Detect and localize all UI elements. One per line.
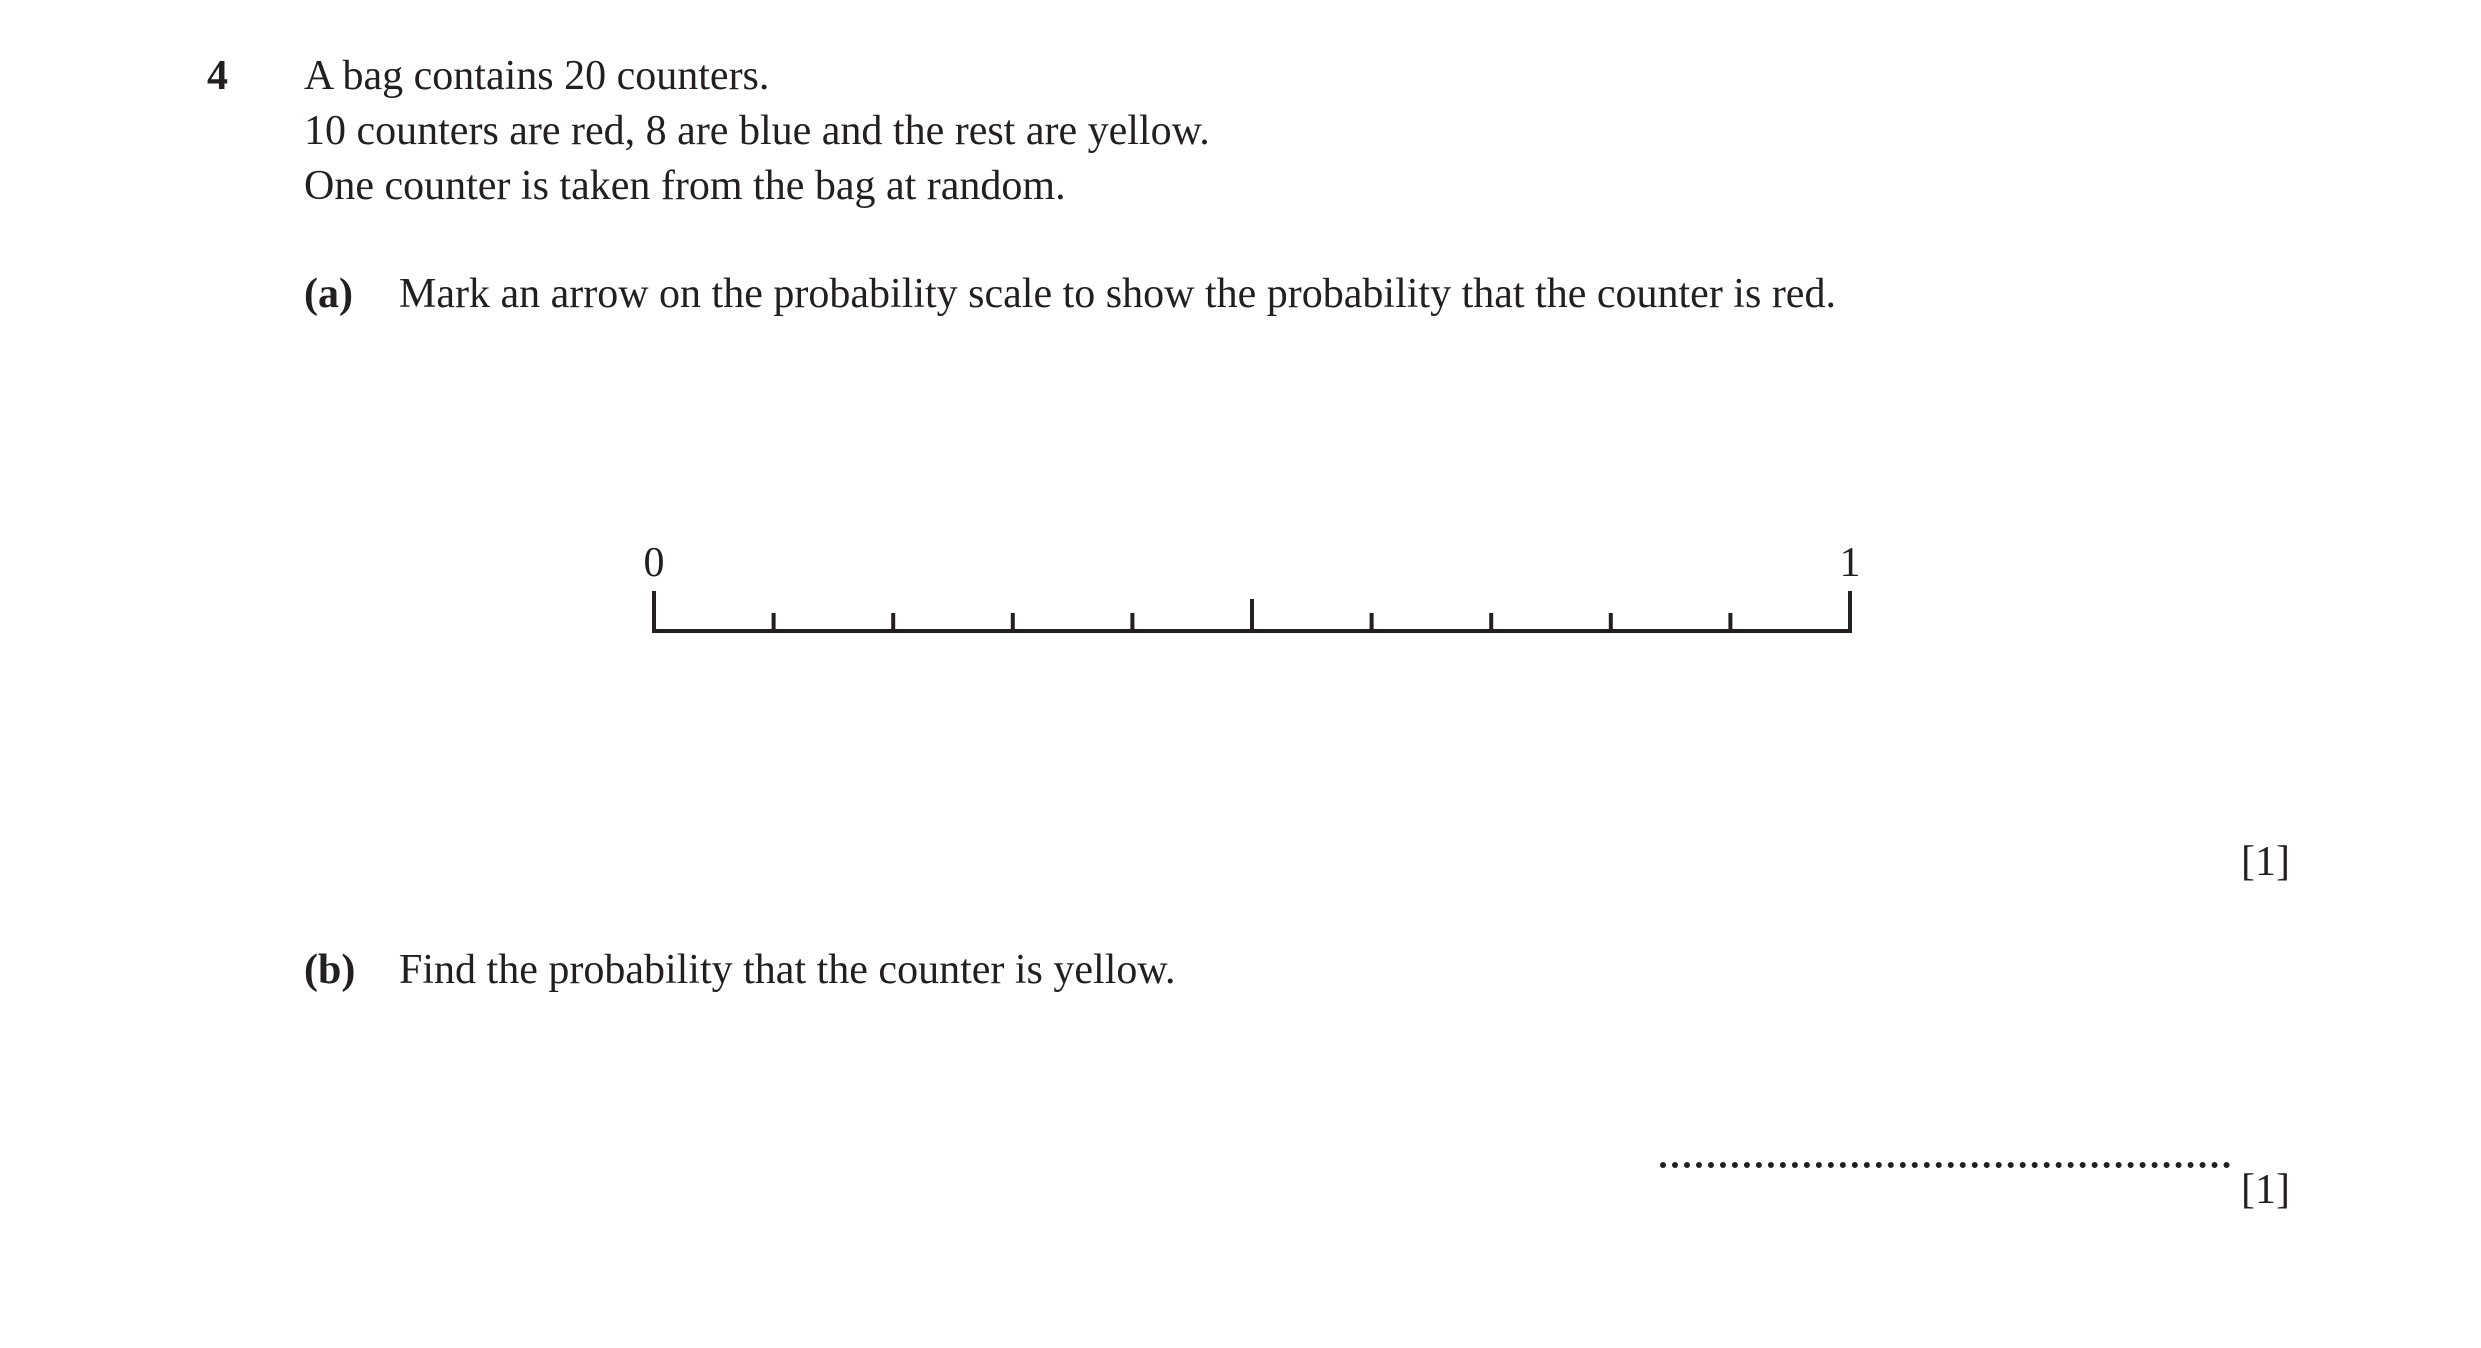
- part-a-text: Mark an arrow on the probability scale to show the probability that the counter is red.: [399, 271, 1836, 317]
- answer-line[interactable]: [1660, 1162, 2230, 1168]
- part-a-label: (a): [304, 271, 353, 317]
- question-stem-line-3: One counter is taken from the bag at random.: [304, 163, 1066, 209]
- scale-start-label: 0: [643, 540, 665, 586]
- part-b-label: (b): [304, 947, 356, 993]
- question-stem-line-2: 10 counters are red, 8 are blue and the rest are yellow.: [304, 108, 1210, 154]
- part-a-marks: [1]: [2241, 839, 2290, 885]
- question-number: 4: [207, 53, 228, 99]
- part-b-text: Find the probability that the counter is yellow.: [399, 947, 1176, 993]
- question-stem-line-1: A bag contains 20 counters.: [304, 53, 770, 99]
- scale-end-label: 1: [1839, 540, 1861, 586]
- part-b-marks: [1]: [2241, 1167, 2290, 1213]
